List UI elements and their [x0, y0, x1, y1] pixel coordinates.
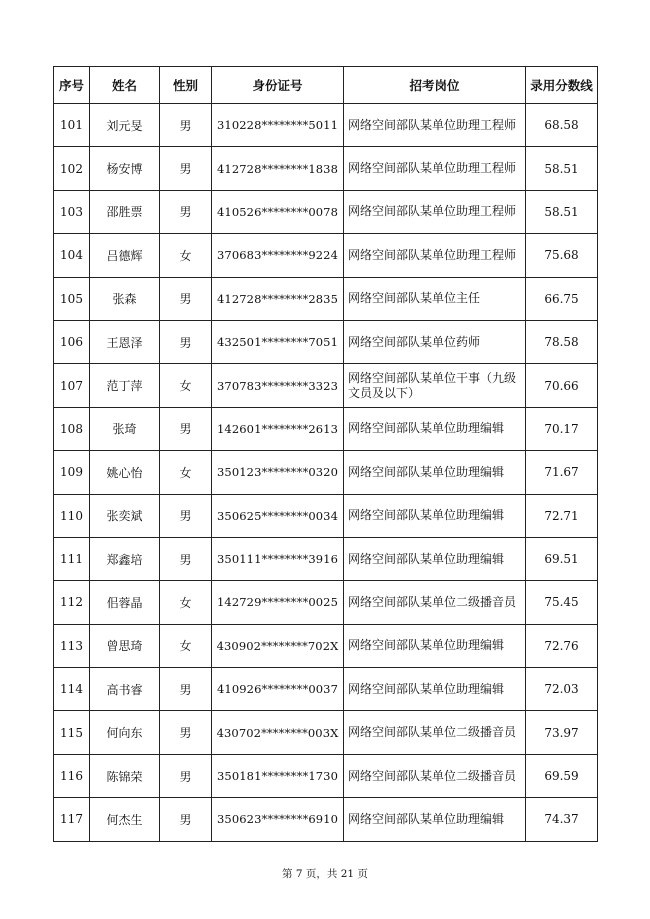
cell-gender: 男 [160, 494, 212, 537]
cell-score: 72.03 [526, 668, 598, 711]
cell-score: 71.67 [526, 451, 598, 494]
table-row [54, 581, 598, 624]
table-row [54, 451, 598, 494]
cell-score: 73.97 [526, 711, 598, 754]
cell-index: 115 [54, 711, 90, 754]
cell-gender: 男 [160, 320, 212, 363]
cell-id-number: 350181********1730 [212, 754, 344, 797]
cell-position: 网络空间部队某单位药师 [344, 320, 526, 363]
table-row [54, 798, 598, 841]
cell-score: 74.37 [526, 798, 598, 841]
cell-position: 网络空间部队某单位干事（九级文员及以下） [344, 364, 526, 407]
cell-index: 109 [54, 451, 90, 494]
table-row [54, 711, 598, 754]
cell-index: 107 [54, 364, 90, 407]
cell-name: 张森 [90, 277, 160, 320]
cell-index: 106 [54, 320, 90, 363]
cell-id-number: 432501********7051 [212, 320, 344, 363]
cell-name: 张奕斌 [90, 494, 160, 537]
cell-id-number: 430702********003X [212, 711, 344, 754]
cell-name: 郑鑫培 [90, 537, 160, 580]
cell-id-number: 410526********0078 [212, 190, 344, 233]
cell-name: 何杰生 [90, 798, 160, 841]
table-row [54, 277, 598, 320]
cell-gender: 男 [160, 798, 212, 841]
header-index: 序号 [54, 67, 90, 104]
cell-score: 72.71 [526, 494, 598, 537]
cell-name: 邵胜票 [90, 190, 160, 233]
cell-name: 吕德辉 [90, 234, 160, 277]
cell-score: 75.45 [526, 581, 598, 624]
table-row [54, 624, 598, 667]
page-footer: 第 7 页，共 21 页 [282, 868, 368, 880]
cell-position: 网络空间部队某单位助理工程师 [344, 147, 526, 190]
table-row [54, 234, 598, 277]
table-row [54, 754, 598, 797]
cell-id-number: 370683********9224 [212, 234, 344, 277]
table-row [54, 537, 598, 580]
header-position: 招考岗位 [344, 67, 526, 104]
cell-gender: 女 [160, 581, 212, 624]
cell-position: 网络空间部队某单位助理工程师 [344, 104, 526, 147]
cell-gender: 男 [160, 104, 212, 147]
cell-gender: 男 [160, 668, 212, 711]
cell-gender: 女 [160, 451, 212, 494]
cell-index: 117 [54, 798, 90, 841]
cell-gender: 男 [160, 190, 212, 233]
cell-index: 102 [54, 147, 90, 190]
cell-name: 高书睿 [90, 668, 160, 711]
cell-gender: 男 [160, 711, 212, 754]
cell-position: 网络空间部队某单位助理编辑 [344, 668, 526, 711]
recruitment-score-table [53, 66, 598, 842]
header-score: 录用分数线 [526, 67, 598, 104]
cell-id-number: 350111********3916 [212, 537, 344, 580]
cell-score: 70.17 [526, 407, 598, 450]
table-row [54, 147, 598, 190]
cell-id-number: 370783********3323 [212, 364, 344, 407]
cell-id-number: 350123********0320 [212, 451, 344, 494]
cell-name: 陈锦荣 [90, 754, 160, 797]
cell-score: 70.66 [526, 364, 598, 407]
cell-position: 网络空间部队某单位助理编辑 [344, 798, 526, 841]
cell-name: 佀蓉晶 [90, 581, 160, 624]
cell-gender: 男 [160, 147, 212, 190]
cell-position: 网络空间部队某单位主任 [344, 277, 526, 320]
cell-id-number: 430902********702X [212, 624, 344, 667]
cell-index: 113 [54, 624, 90, 667]
cell-index: 104 [54, 234, 90, 277]
cell-gender: 女 [160, 234, 212, 277]
cell-name: 杨安博 [90, 147, 160, 190]
cell-position: 网络空间部队某单位助理编辑 [344, 624, 526, 667]
cell-score: 58.51 [526, 190, 598, 233]
cell-score: 69.51 [526, 537, 598, 580]
cell-score: 58.51 [526, 147, 598, 190]
cell-index: 114 [54, 668, 90, 711]
cell-position: 网络空间部队某单位二级播音员 [344, 754, 526, 797]
table-row [54, 668, 598, 711]
cell-id-number: 412728********2835 [212, 277, 344, 320]
cell-index: 108 [54, 407, 90, 450]
cell-gender: 男 [160, 277, 212, 320]
cell-name: 刘元旻 [90, 104, 160, 147]
cell-score: 69.59 [526, 754, 598, 797]
table-row [54, 494, 598, 537]
cell-name: 范丁萍 [90, 364, 160, 407]
cell-id-number: 142601********2613 [212, 407, 344, 450]
cell-position: 网络空间部队某单位助理工程师 [344, 234, 526, 277]
cell-id-number: 350625********0034 [212, 494, 344, 537]
cell-index: 116 [54, 754, 90, 797]
cell-score: 78.58 [526, 320, 598, 363]
cell-name: 何向东 [90, 711, 160, 754]
cell-position: 网络空间部队某单位助理编辑 [344, 451, 526, 494]
table-row [54, 190, 598, 233]
cell-position: 网络空间部队某单位助理编辑 [344, 537, 526, 580]
cell-score: 66.75 [526, 277, 598, 320]
cell-score: 75.68 [526, 234, 598, 277]
cell-name: 张琦 [90, 407, 160, 450]
cell-position: 网络空间部队某单位二级播音员 [344, 711, 526, 754]
cell-index: 111 [54, 537, 90, 580]
cell-score: 72.76 [526, 624, 598, 667]
cell-id-number: 310228********5011 [212, 104, 344, 147]
cell-position: 网络空间部队某单位助理工程师 [344, 190, 526, 233]
cell-index: 112 [54, 581, 90, 624]
table-row [54, 407, 598, 450]
header-gender: 性别 [160, 67, 212, 104]
cell-name: 曾思琦 [90, 624, 160, 667]
cell-gender: 女 [160, 364, 212, 407]
cell-position: 网络空间部队某单位助理编辑 [344, 407, 526, 450]
table-header-row [54, 67, 598, 104]
cell-gender: 女 [160, 624, 212, 667]
header-name: 姓名 [90, 67, 160, 104]
cell-score: 68.58 [526, 104, 598, 147]
cell-index: 101 [54, 104, 90, 147]
cell-gender: 男 [160, 537, 212, 580]
header-id-number: 身份证号 [212, 67, 344, 104]
cell-id-number: 412728********1838 [212, 147, 344, 190]
cell-id-number: 142729********0025 [212, 581, 344, 624]
cell-gender: 男 [160, 754, 212, 797]
cell-id-number: 410926********0037 [212, 668, 344, 711]
cell-name: 姚心怡 [90, 451, 160, 494]
table-row [54, 364, 598, 407]
table-row [54, 320, 598, 363]
cell-position: 网络空间部队某单位二级播音员 [344, 581, 526, 624]
cell-index: 110 [54, 494, 90, 537]
cell-index: 105 [54, 277, 90, 320]
cell-id-number: 350623********6910 [212, 798, 344, 841]
cell-index: 103 [54, 190, 90, 233]
cell-name: 王恩泽 [90, 320, 160, 363]
cell-gender: 男 [160, 407, 212, 450]
table-row [54, 104, 598, 147]
cell-position: 网络空间部队某单位助理编辑 [344, 494, 526, 537]
